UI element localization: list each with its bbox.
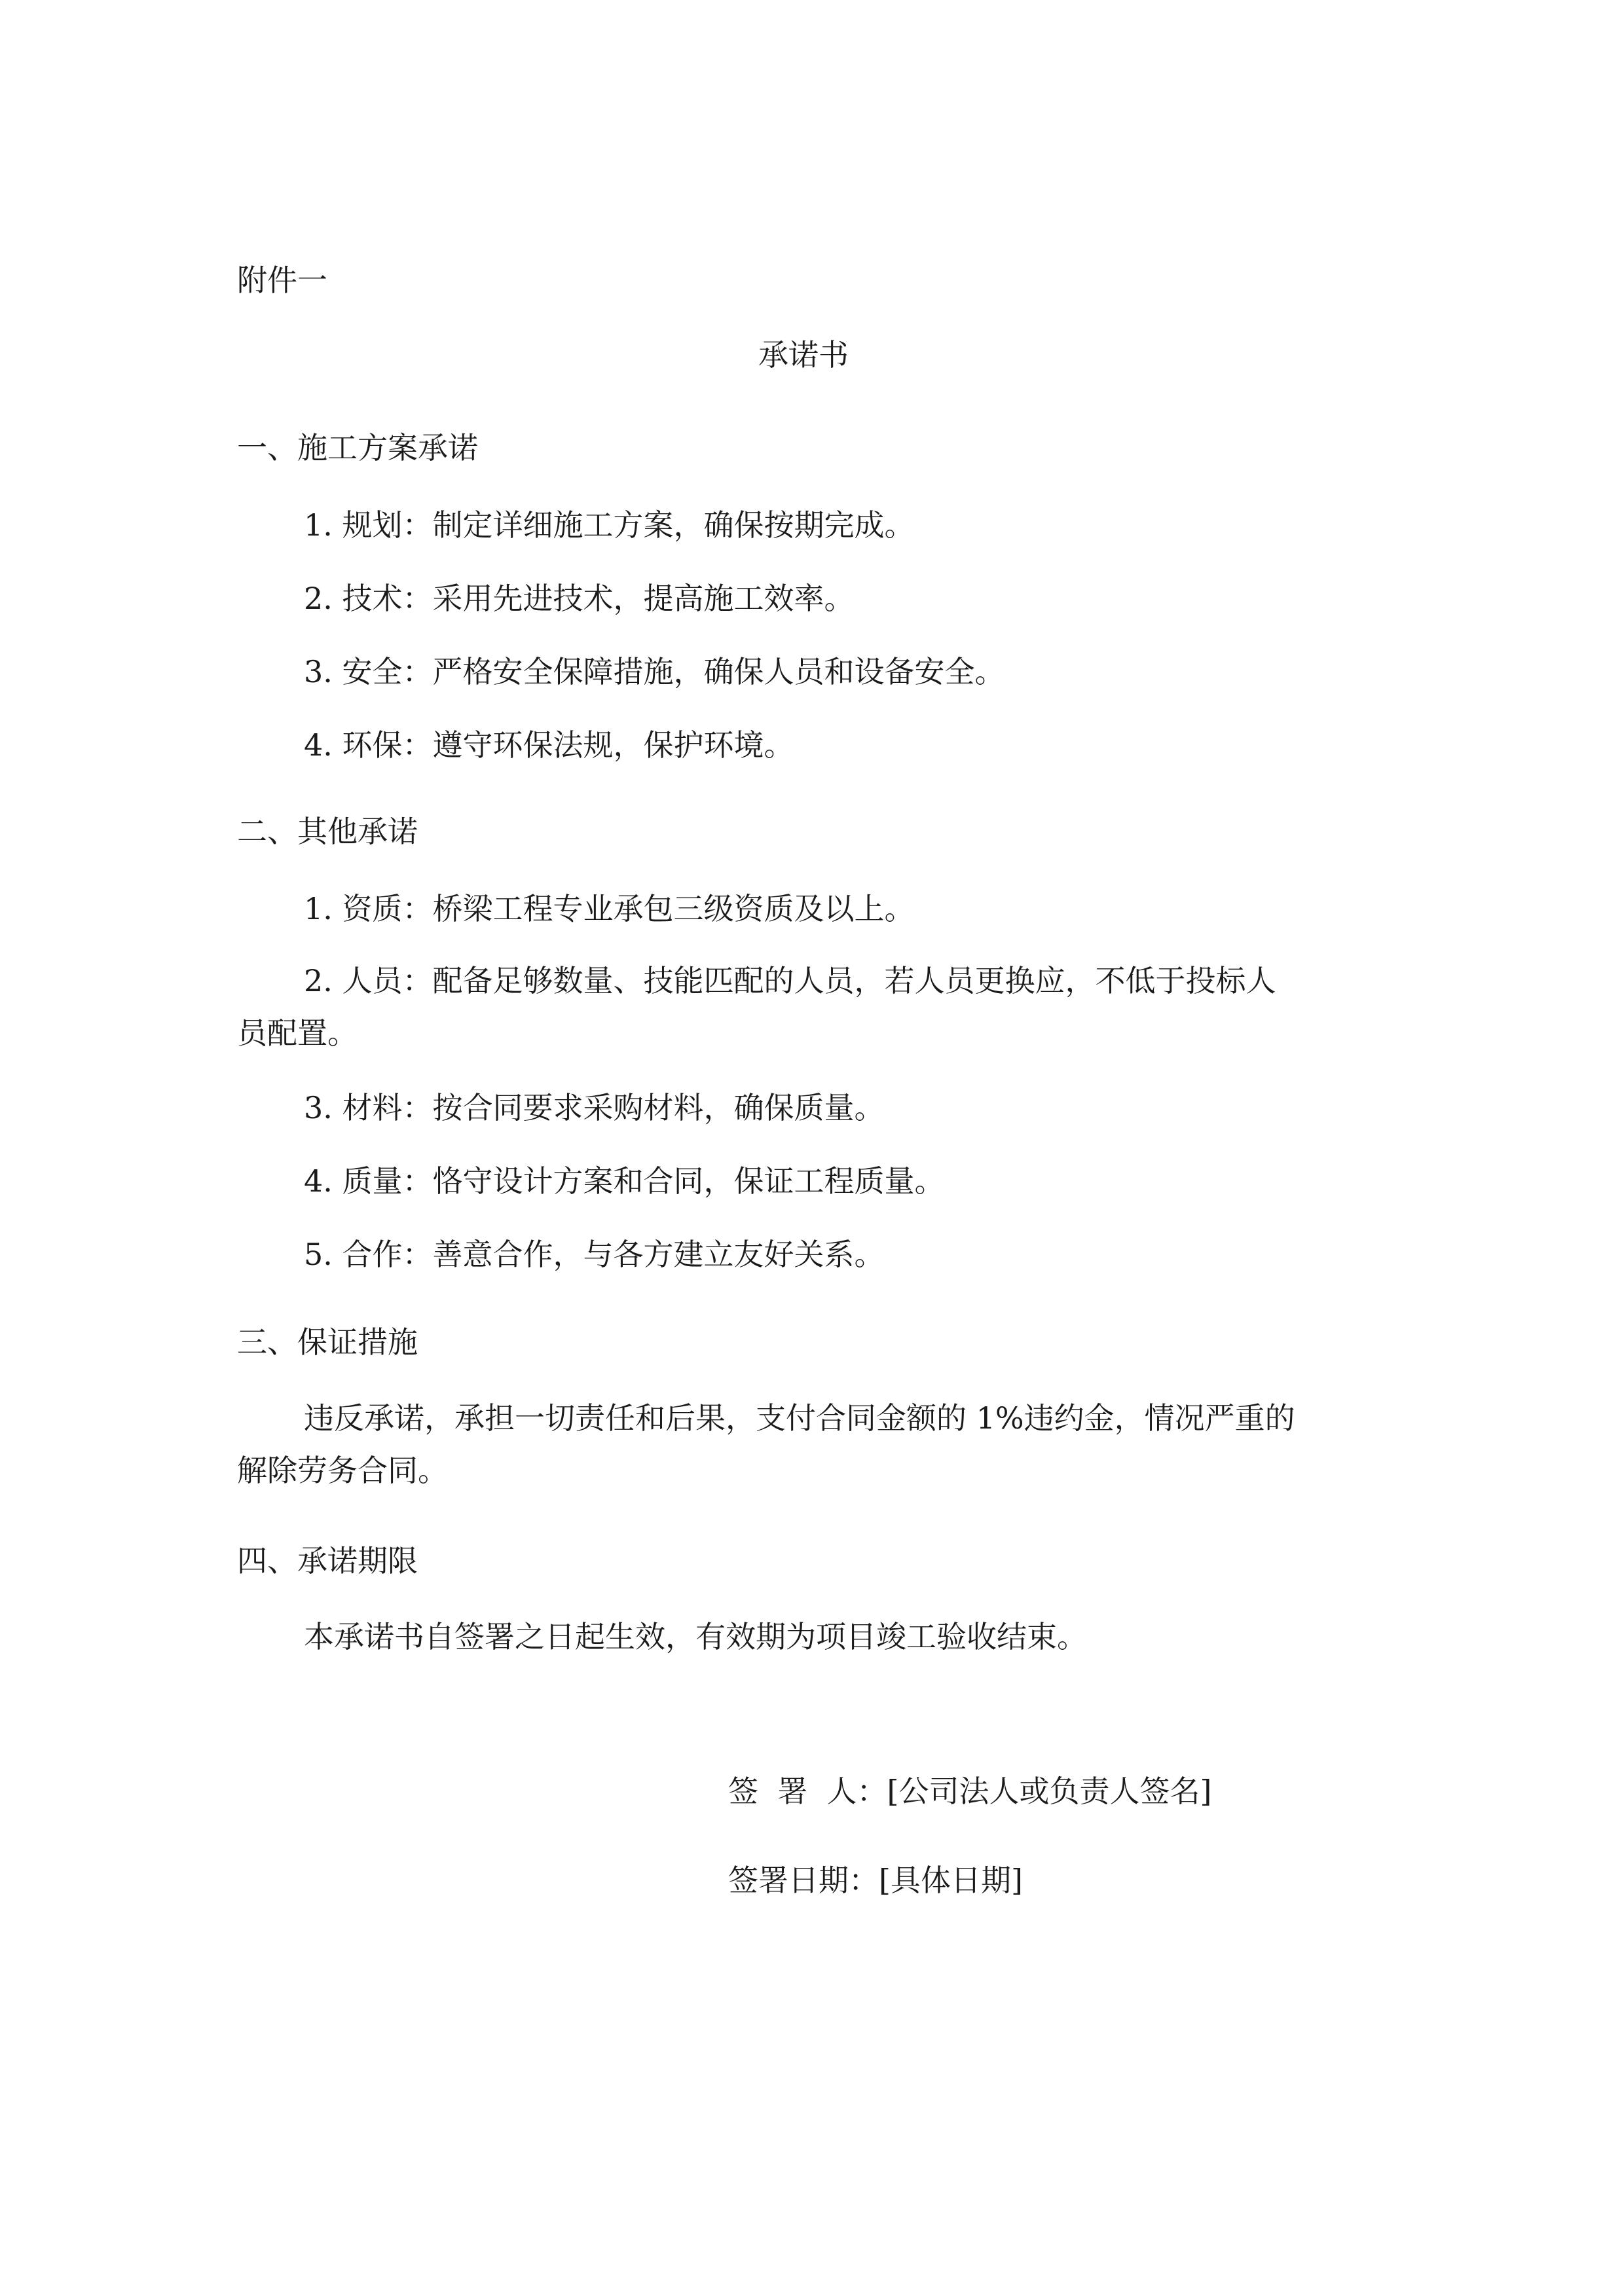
date-label: 签署日期： (728, 1863, 879, 1898)
section-heading: 一、施工方案承诺 (237, 430, 478, 465)
attachment-label: 附件一 (237, 263, 327, 298)
paragraph-line: 本承诺书自签署之日起生效，有效期为项目竣工验收结束。 (304, 1619, 1087, 1654)
list-item: 2. 人员：配备足够数量、技能匹配的人员，若人员更换应，不低于投标人 (304, 963, 1276, 998)
list-item: 2. 技术：采用先进技术，提高施工效率。 (304, 581, 855, 616)
signer-row (728, 1772, 1211, 1811)
list-item: 4. 质量：恪守设计方案和合同，保证工程质量。 (304, 1163, 945, 1199)
list-item: 1. 资质：桥梁工程专业承包三级资质及以上。 (304, 891, 915, 926)
paragraph-line: 违反承诺，承担一切责任和后果，支付合同金额的 1%违约金，情况严重的 (304, 1400, 1295, 1436)
section-heading: 四、承诺期限 (237, 1543, 418, 1578)
list-item: 1. 规划：制定详细施工方案，确保按期完成。 (304, 507, 915, 543)
paragraph-line: 解除劳务合同。 (237, 1453, 448, 1488)
section-heading: 三、保证措施 (237, 1324, 418, 1360)
list-item: 5. 合作：善意合作，与各方建立友好关系。 (304, 1237, 885, 1272)
signer-value: [公司法人或负责人签名] (887, 1774, 1212, 1809)
list-item: 3. 安全：严格安全保障措施，确保人员和设备安全。 (304, 654, 1005, 689)
signer-label: 签 署 人： (728, 1774, 887, 1809)
date-row (728, 1861, 1023, 1900)
list-item: 3. 材料：按合同要求采购材料，确保质量。 (304, 1090, 885, 1125)
document-title: 承诺书 (758, 337, 849, 373)
section-heading: 二、其他承诺 (237, 814, 418, 849)
date-value: [具体日期] (879, 1863, 1023, 1898)
list-item-continuation: 员配置。 (237, 1015, 358, 1051)
list-item: 4. 环保：遵守环保法规，保护环境。 (304, 727, 794, 763)
